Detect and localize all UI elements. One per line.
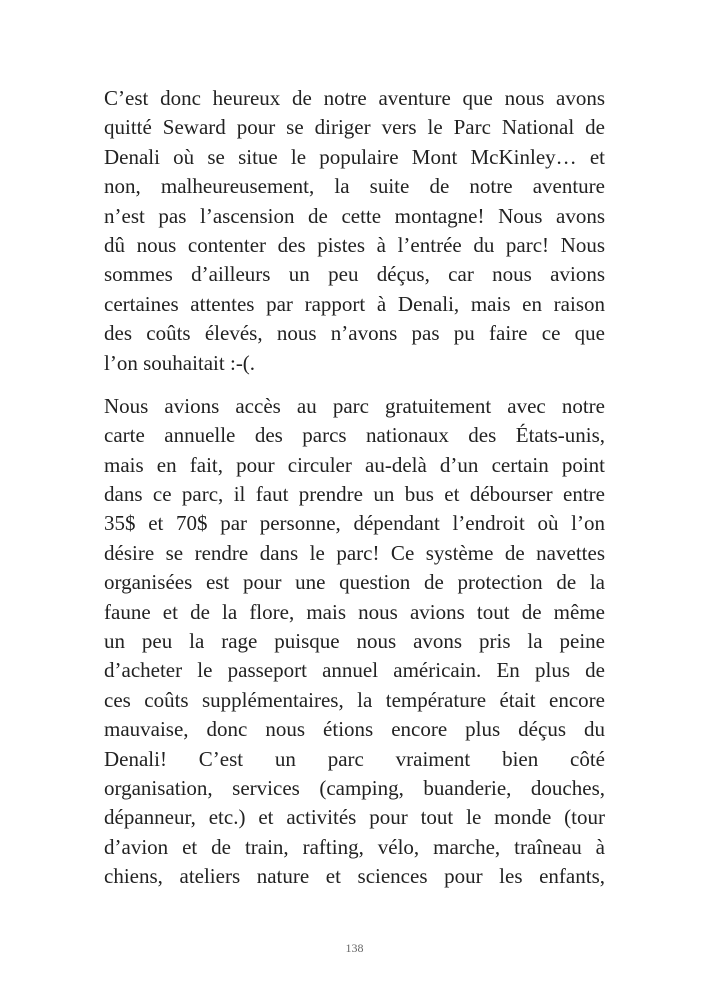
text-line: dû nous contenter des pistes à l’entrée du parc! Nous: [104, 232, 605, 257]
text-line: faune et de la flore, mais nous avions tout de même: [104, 599, 605, 624]
text-line: Denali! C’est un parc vraiment bien côté: [104, 746, 605, 771]
text-line: non, malheureusement, la suite de notre aventure: [104, 174, 605, 199]
text-line: ces coûts supplémentaires, la température était encore: [104, 687, 605, 712]
paragraph-2: [104, 392, 605, 892]
text-line: d’avion et de train, rafting, vélo, marche, traîneau à: [104, 834, 605, 859]
text-line: un peu la rage puisque nous avons pris la peine: [104, 629, 605, 654]
text-line: désire se rendre dans le parc! Ce système de navettes: [104, 540, 605, 565]
text-line: n’est pas l’ascension de cette montagne! Nous avons: [104, 203, 605, 228]
text-line: Denali où se situe le populaire Mont McKinley… et: [104, 144, 605, 169]
text-line: mauvaise, donc nous étions encore plus déçus du: [104, 717, 605, 742]
text-line: chiens, ateliers nature et sciences pour les enfants,: [104, 864, 605, 889]
text-line: l’on souhaitait :-(.: [104, 350, 256, 375]
page-number: 138: [345, 941, 364, 955]
text-line: sommes d’ailleurs un peu déçus, car nous avions: [104, 262, 605, 287]
text-line: dépanneur, etc.) et activités pour tout le monde (tour: [104, 805, 605, 830]
text-line: dans ce parc, il faut prendre un bus et débourser entre: [104, 482, 605, 507]
text-line: organisées est pour une question de protection de la: [104, 570, 605, 595]
text-line: d’acheter le passeport annuel américain. En plus de: [104, 658, 605, 683]
text-line: 35$ et 70$ par personne, dépendant l’endroit où l’on: [104, 511, 605, 536]
text-line: Nous avions accès au parc gratuitement avec notre: [104, 393, 605, 418]
body-text: [104, 84, 605, 892]
text-line: quitté Seward pour se diriger vers le Parc National de: [104, 115, 605, 140]
text-line: C’est donc heureux de notre aventure que nous avons: [104, 86, 605, 110]
text-line: des coûts élevés, nous n’avons pas pu faire ce que: [104, 321, 605, 346]
text-line: organisation, services (camping, buanderie, douches,: [104, 775, 605, 800]
text-line: certaines attentes par rapport à Denali, mais en raison: [104, 291, 605, 316]
text-line: mais en fait, pour circuler au-delà d’un certain point: [104, 452, 605, 477]
paragraph-1: [104, 84, 605, 378]
text-line: carte annuelle des parcs nationaux des États-unis,: [104, 423, 605, 448]
